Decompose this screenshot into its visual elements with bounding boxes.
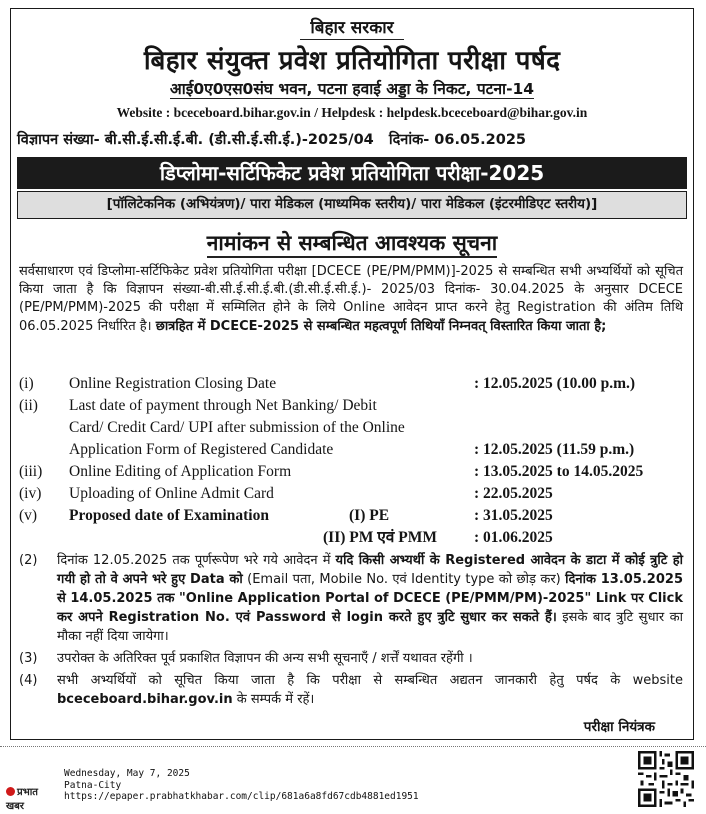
note-item: (4) सभी अभ्यर्थियों को सूचित किया जाता है कि परीक्षा से सम्बन्धित अद्यतन जानकारी हेतु पर्षद के website bceceboard.bihar.gov.in के सम्पर्क में रहें। [19,673,683,707]
signatory: परीक्षा नियंत्रक [583,719,655,735]
schedule-row-exam-pm: (II) PM एवं PMM : 01.06.2025 [19,527,683,549]
footer-separator [0,746,706,747]
schedule-table [19,373,683,549]
note-item: (3) उपरोक्त के अतिरिक्त पूर्व प्रकाशित विज्ञापन की अन्य सभी सूचनाएँ / शर्त्तें यथावत रहेंगी । [19,651,473,666]
schedule-row: (ii) Last date of payment through Net Banking/ Debit [19,397,377,414]
exam-part-pe: (I) PE [349,507,390,524]
notes-list [19,551,683,712]
website-link[interactable]: bceceboard.bihar.gov.in [173,105,311,120]
schedule-row: (iii) Online Editing of Application Form : 13.05.2025 to 14.05.2025 [19,463,644,480]
website-label: Website : [116,105,171,120]
schedule-row: (i) Online Registration Closing Date : 12.05.2025 (10.00 p.m.) [19,375,636,392]
advertisement-date: दिनांक- 06.05.2025 [388,132,527,148]
note-item: (2) दिनांक 12.05.2025 तक पूर्णरूपेण भरे गये आवेदन में यदि किसी अभ्यर्थी के Registered आवेदन के डाटा में कोई त्रुटि हो गयी हो तो वे अपने भरे हुए Data को (Email पता, Mobile No. एवं Identity type को छोड़ कर) दिनांक 13.05.2025 से 14.05.2025 तक "Online Application Portal of DCECE (PE/PMM/PM)-2025" Link पर Click कर अपने Registration No. एवं Password से login करते हुए त्रुटि सुधार कर सकते हैं। इसके बाद त्रुटि सुधार का मौका नहीं दिया जायेगा। [19,553,683,644]
schedule-row: (iv) Uploading of Online Admit Card : 22.05.2025 [19,485,553,502]
schedule-row: Card/ Credit Card/ UPI after submission of the Online [69,419,405,436]
clip-footer [64,768,419,803]
qr-code-icon [638,751,694,807]
publisher-logo-icon [6,787,15,796]
notice-heading: नामांकन से सम्बन्धित आवश्यक सूचना [11,229,693,257]
schedule-row-exam-pe: (v) Proposed date of Examination (I) PE : 31.05.2025 [19,505,683,527]
exam-subtitle-banner: [पॉलिटेकनिक (अभियंत्रण)/ पारा मेडिकल (माध्यमिक स्तरीय)/ पारा मेडिकल (इंटरमीडिएट स्तरीय)] [17,191,687,219]
clip-date: Wednesday, May 7, 2025 [64,768,190,779]
exam-title-banner: डिप्लोमा-सर्टिफिकेट प्रवेश प्रतियोगिता परीक्षा-2025 [17,157,687,189]
clip-url[interactable]: https://epaper.prabhatkhabar.com/clip/681a6a8fd67cdb4881ed1951 [64,791,419,802]
website-link-note[interactable]: bceceboard.bihar.gov.in [57,692,233,707]
contact-line [11,105,693,121]
publisher-logo: प्रभात खबर [6,787,39,812]
board-address: आई0ए0एस0संघ भवन, पटना हवाई अड्डा के निकट, पटना-14 [169,80,535,98]
advertisement-number: विज्ञापन संख्या- बी.सी.ई.सी.ई.बी. (डी.सी.ई.सी.ई.)-2025/04 दिनांक- 06.05.2025 [17,132,527,148]
board-name: बिहार संयुक्त प्रवेश प्रतियोगिता परीक्षा पर्षद [143,46,561,76]
helpdesk-label: / Helpdesk : [314,105,384,120]
helpdesk-email[interactable]: helpdesk.bceceboard@bihar.gov.in [386,105,588,120]
intro-paragraph: सर्वसाधारण एवं डिप्लोमा-सर्टिफिकेट प्रवेश प्रतियोगिता परीक्षा [DCECE (PE/PM/PMM)]-2025 से सम्बन्धित सभी अभ्यर्थियों को सूचित किया जाता है कि विज्ञापन संख्या-बी.सी.ई.सी.ई.बी.(डी.सी.ई.सी.ई.)- 2025/03 दिनांक- 30.04.2025 के अनुसार DCECE (PE/PM/PMM)-2025 की परीक्षा में सम्मिलित होने के लिये Online आवेदन प्राप्त करने हेतु Registration की अंतिम तिथि 06.05.2025 निर्धारित है। छात्रहित में DCECE-2025 से सम्बन्धित महत्वपूर्ण तिथियाँ निम्नवत् विस्तारित किया जाता है; [19,264,683,334]
clip-edition: Patna-City [64,779,122,791]
notice-advertisement [10,8,694,740]
government-name: बिहार सरकार [11,15,693,38]
exam-part-pm: (II) PM एवं PMM [323,529,438,546]
schedule-row: Application Form of Registered Candidate : 12.05.2025 (11.59 p.m.) [69,441,635,458]
